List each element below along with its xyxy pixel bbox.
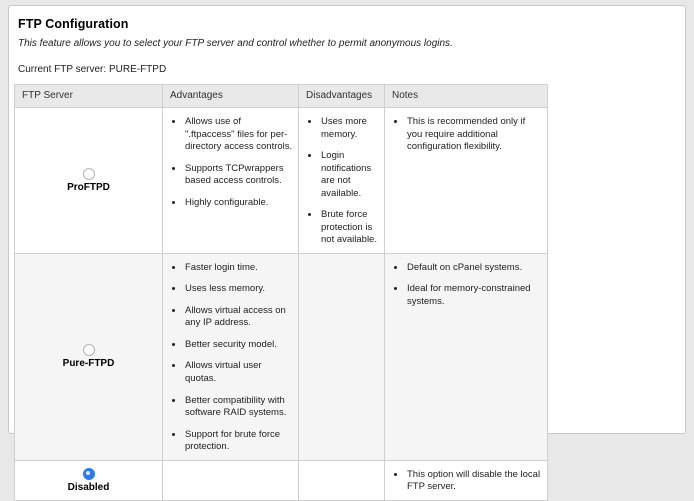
advantage-item: • Allows virtual access on any IP address.: [184, 305, 293, 330]
disadvantages-cell-proftpd: [299, 108, 385, 254]
note-item: • Default on cPanel systems.: [406, 262, 542, 275]
advantage-item: • Supports TCPwrappers based access controls.: [184, 163, 293, 188]
table-row-proftpd: [15, 108, 548, 254]
notes-cell-disabled: [385, 460, 548, 500]
disadvantage-item: • Login notifications are not available.: [320, 150, 379, 200]
page-title: FTP Configuration: [18, 17, 129, 31]
disabled-label[interactable]: Disabled: [67, 481, 110, 493]
ftp-configuration-panel: [8, 5, 686, 493]
ftp-server-table: [14, 84, 548, 501]
disadvantages-cell-pureftpd: [299, 253, 385, 460]
current-ftp-server-label: Current FTP server:: [18, 64, 107, 75]
page-description: This feature allows you to select your FTP server and control whether to permit anonymous logins.: [18, 38, 453, 49]
advantage-item: • Allows use of ".ftpaccess" files for per-directory access controls.: [184, 116, 293, 154]
current-ftp-server-line: [18, 64, 676, 75]
header-notes: Notes: [385, 85, 548, 108]
advantage-item: • Uses less memory.: [184, 283, 293, 296]
current-ftp-server-value: PURE-FTPD: [108, 64, 167, 75]
disadvantage-item: • Uses more memory.: [320, 116, 379, 141]
header-disadvantages: Disadvantages: [299, 85, 385, 108]
disadvantage-item: • Brute force protection is not available.: [320, 209, 379, 247]
pureftpd-radio[interactable]: [83, 344, 95, 356]
advantages-cell-pureftpd: [163, 253, 299, 460]
note-item: • This option will disable the local FTP server.: [406, 469, 542, 494]
advantage-item: • Faster login time.: [184, 262, 293, 275]
header-ftp-server: FTP Server: [15, 85, 163, 108]
advantage-item: • Better security model.: [184, 339, 293, 352]
disabled-radio[interactable]: [83, 468, 95, 480]
table-header-row: [15, 85, 548, 108]
advantages-cell-disabled: [163, 460, 299, 500]
advantage-item: • Support for brute force protection.: [184, 429, 293, 454]
server-cell-proftpd: [15, 108, 163, 254]
pureftpd-label[interactable]: Pure-FTPD: [62, 358, 115, 370]
notes-cell-pureftpd: [385, 253, 548, 460]
table-row-pureftpd: [15, 253, 548, 460]
advantage-item: • Better compatibility with software RAID systems.: [184, 395, 293, 420]
note-item: • Ideal for memory-constrained systems.: [406, 283, 542, 308]
advantages-cell-proftpd: [163, 108, 299, 254]
server-cell-disabled: [15, 460, 163, 500]
advantage-item: • Allows virtual user quotas.: [184, 360, 293, 385]
proftpd-label[interactable]: ProFTPD: [67, 181, 110, 193]
table-row-disabled: [15, 460, 548, 500]
notes-cell-proftpd: [385, 108, 548, 254]
note-item: • This is recommended only if you require additional configuration flexibility.: [406, 116, 542, 154]
proftpd-radio[interactable]: [83, 168, 95, 180]
server-cell-pureftpd: [15, 253, 163, 460]
header-advantages: Advantages: [163, 85, 299, 108]
advantage-item: • Highly configurable.: [184, 197, 293, 210]
disadvantages-cell-disabled: [299, 460, 385, 500]
